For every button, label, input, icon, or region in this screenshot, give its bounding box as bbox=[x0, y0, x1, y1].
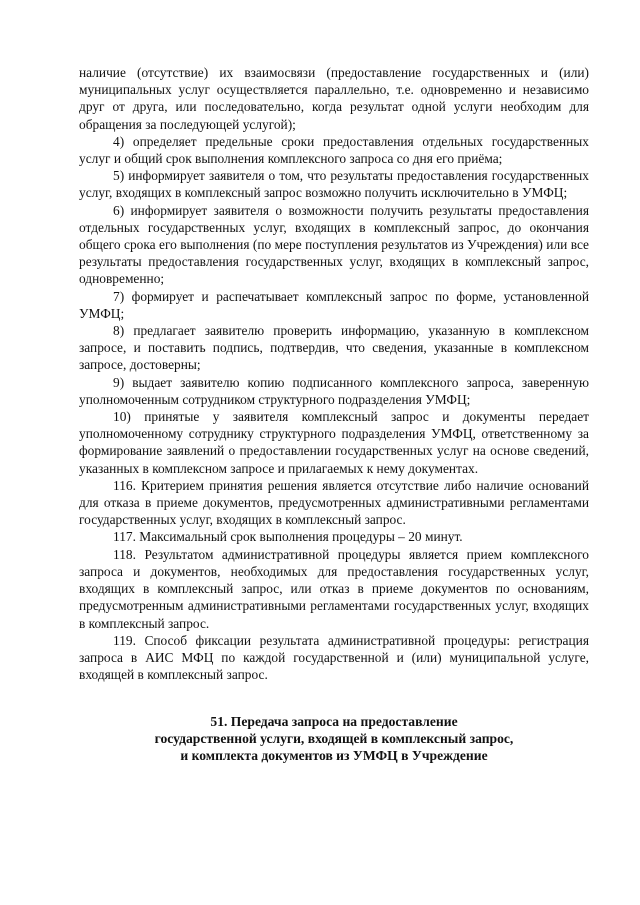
section-heading bbox=[79, 713, 589, 764]
paragraph-item-8: 8) предлагает заявителю проверить информацию, указанную в комплексном запросе, и поставить подпись, подтвердив, что сведения, указанные в комплексном запросе, достоверны; bbox=[79, 323, 589, 373]
paragraph-item-5: 5) информирует заявителя о том, что результаты предоставления государственных услуг, входящих в комплексный запрос возможно получить исключительно в УМФЦ; bbox=[79, 168, 589, 201]
paragraph-119: 119. Способ фиксации результата административной процедуры: регистрация запроса в АИС МФЦ по каждой государственной и (или) муниципальной услуге, входящей в комплексный запрос. bbox=[79, 632, 589, 683]
paragraph-item-9: 9) выдает заявителю копию подписанного комплексного запроса, заверенную уполномоченным сотрудником структурного подразделения УМФЦ; bbox=[79, 374, 589, 407]
document-page bbox=[79, 64, 589, 764]
section-heading-line-1: 51. Передача запроса на предоставление bbox=[210, 714, 458, 730]
paragraph-item-6: 6) информирует заявителя о возможности получить результаты предоставления отдельных государственных услуг, входящих в комплексный запрос, до окончания общего срока его выполнения (по мере поступления результатов из Учреждения) или все результаты предоставления государственных услуг, входящих в комплексный запрос, одновременно; bbox=[79, 202, 589, 287]
paragraph-continuation: наличие (отсутствие) их взаимосвязи (предоставление государственных и (или) муниципальных услуг осуществляется параллельно, т.е. одновременно и независимо друг от друга, или последовательно, когда результат одной услуги необходим для обращения за последующей услугой); bbox=[79, 65, 589, 132]
paragraph-item-4: 4) определяет предельные сроки предоставления отдельных государственных услуг и общий срок выполнения комплексного запроса со дня его приёма; bbox=[79, 133, 589, 167]
section-heading-line-2: государственной услуги, входящей в комплексный запрос, bbox=[154, 731, 514, 747]
paragraph-117: 117. Максимальный срок выполнения процедуры – 20 минут. bbox=[113, 529, 463, 545]
paragraph-item-7: 7) формирует и распечатывает комплексный запрос по форме, установленной УМФЦ; bbox=[79, 288, 589, 321]
paragraph-116: 116. Критерием принятия решения является отсутствие либо наличие оснований для отказа в приеме документов, предусмотренных административными регламентами государственных услуг, входящих в комплексный запрос. bbox=[79, 477, 589, 528]
section-heading-line-3: и комплекта документов из УМФЦ в Учреждение bbox=[180, 748, 488, 764]
paragraph-item-10: 10) принятые у заявителя комплексный запрос и документы передает уполномоченному сотруднику структурного подразделения УМФЦ, ответственному за формирование заявлений о предоставлении государственных услуг на основе сведений, указанных в комплексном запросе и прилагаемых к нему документах. bbox=[79, 409, 589, 476]
paragraph-118: 118. Результатом административной процедуры является прием комплексного запроса и документов, необходимых для предоставления государственных услуг, входящих в комплексный запрос, или отказ в приеме документов по основаниям, предусмотренным административными регламентами государственных услуг, входящих в комплексный запрос. bbox=[79, 546, 589, 631]
